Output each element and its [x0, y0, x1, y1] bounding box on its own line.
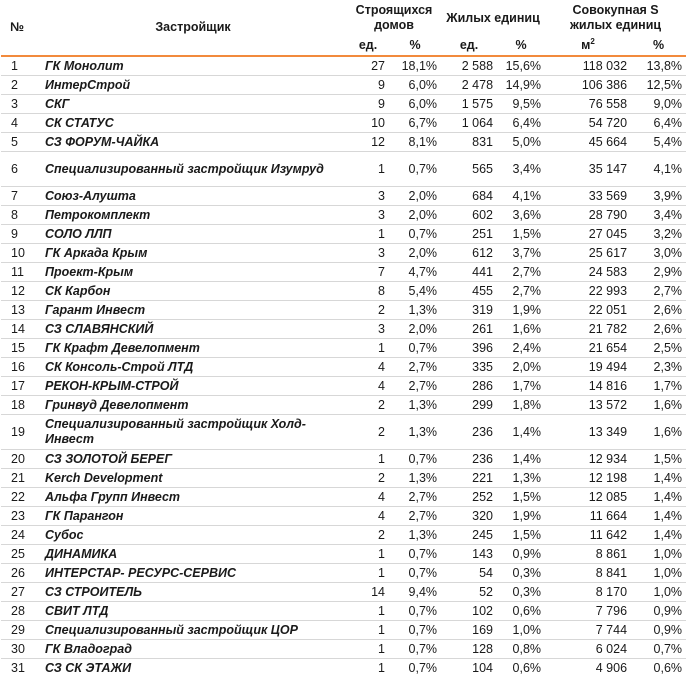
houses-count: 1 — [347, 659, 389, 677]
table-row — [1, 488, 686, 507]
units-pct: 6,4% — [497, 114, 545, 133]
houses-pct: 0,7% — [389, 621, 441, 640]
developer-name: Гринвуд Девелопмент — [39, 396, 347, 415]
units-pct: 0,3% — [497, 583, 545, 602]
row-number: 6 — [1, 152, 39, 187]
table-row — [1, 507, 686, 526]
area-pct: 6,4% — [631, 114, 686, 133]
table-header — [1, 0, 686, 56]
header-num: № — [1, 0, 39, 56]
row-number: 10 — [1, 244, 39, 263]
area-m2: 8 861 — [545, 545, 631, 564]
houses-pct: 0,7% — [389, 659, 441, 677]
units-count: 1 575 — [441, 95, 497, 114]
units-pct: 1,9% — [497, 507, 545, 526]
units-pct: 3,7% — [497, 244, 545, 263]
row-number: 16 — [1, 358, 39, 377]
houses-pct: 0,7% — [389, 450, 441, 469]
row-number: 9 — [1, 225, 39, 244]
developer-name: ИнтерСтрой — [39, 76, 347, 95]
area-pct: 2,6% — [631, 301, 686, 320]
row-number: 29 — [1, 621, 39, 640]
units-pct: 1,6% — [497, 320, 545, 339]
row-number: 31 — [1, 659, 39, 677]
table-row — [1, 225, 686, 244]
row-number: 19 — [1, 415, 39, 450]
table-body — [1, 56, 686, 677]
houses-pct: 8,1% — [389, 133, 441, 152]
developer-name: Специализированный застройщик Холд-Инвест — [39, 415, 347, 450]
row-number: 2 — [1, 76, 39, 95]
table-row — [1, 133, 686, 152]
houses-pct: 2,7% — [389, 377, 441, 396]
row-number: 18 — [1, 396, 39, 415]
area-pct: 2,6% — [631, 320, 686, 339]
developer-name: ДИНАМИКА — [39, 545, 347, 564]
units-count: 221 — [441, 469, 497, 488]
table-row — [1, 526, 686, 545]
units-count: 2 588 — [441, 56, 497, 76]
houses-count: 2 — [347, 301, 389, 320]
units-count: 261 — [441, 320, 497, 339]
units-count: 335 — [441, 358, 497, 377]
area-pct: 1,5% — [631, 450, 686, 469]
area-pct: 1,4% — [631, 488, 686, 507]
row-number: 13 — [1, 301, 39, 320]
table-row — [1, 469, 686, 488]
row-number: 20 — [1, 450, 39, 469]
units-count: 319 — [441, 301, 497, 320]
houses-count: 2 — [347, 526, 389, 545]
developer-name: Петрокомплект — [39, 206, 347, 225]
subheader-houses-pct: % — [389, 36, 441, 56]
area-pct: 0,9% — [631, 602, 686, 621]
houses-pct: 18,1% — [389, 56, 441, 76]
table-row — [1, 339, 686, 358]
header-houses-group: Строящихся домов — [347, 0, 441, 36]
area-m2: 7 744 — [545, 621, 631, 640]
units-count: 169 — [441, 621, 497, 640]
units-pct: 1,5% — [497, 488, 545, 507]
units-count: 320 — [441, 507, 497, 526]
row-number: 4 — [1, 114, 39, 133]
row-number: 24 — [1, 526, 39, 545]
houses-pct: 0,7% — [389, 225, 441, 244]
units-count: 612 — [441, 244, 497, 263]
units-pct: 1,8% — [497, 396, 545, 415]
table-row — [1, 76, 686, 95]
developer-name: СЗ СЛАВЯНСКИЙ — [39, 320, 347, 339]
houses-count: 12 — [347, 133, 389, 152]
table-row — [1, 545, 686, 564]
houses-pct: 1,3% — [389, 469, 441, 488]
units-pct: 1,3% — [497, 469, 545, 488]
houses-count: 7 — [347, 263, 389, 282]
units-pct: 0,9% — [497, 545, 545, 564]
area-m2: 7 796 — [545, 602, 631, 621]
row-number: 30 — [1, 640, 39, 659]
subheader-area-sup: 2 — [590, 37, 594, 46]
houses-count: 3 — [347, 320, 389, 339]
area-m2: 14 816 — [545, 377, 631, 396]
houses-pct: 1,3% — [389, 301, 441, 320]
developer-name: ИНТЕРСТАР- РЕСУРС-СЕРВИС — [39, 564, 347, 583]
table-row — [1, 358, 686, 377]
area-pct: 1,0% — [631, 545, 686, 564]
houses-count: 4 — [347, 507, 389, 526]
table-row — [1, 659, 686, 677]
units-pct: 1,5% — [497, 225, 545, 244]
units-pct: 15,6% — [497, 56, 545, 76]
houses-pct: 0,7% — [389, 339, 441, 358]
developer-name: Альфа Групп Инвест — [39, 488, 347, 507]
houses-pct: 6,0% — [389, 95, 441, 114]
units-pct: 3,4% — [497, 152, 545, 187]
houses-count: 14 — [347, 583, 389, 602]
units-count: 565 — [441, 152, 497, 187]
houses-count: 2 — [347, 469, 389, 488]
area-m2: 4 906 — [545, 659, 631, 677]
developer-name: Специализированный застройщик Изумруд — [39, 152, 347, 187]
units-count: 52 — [441, 583, 497, 602]
units-count: 236 — [441, 450, 497, 469]
houses-count: 1 — [347, 564, 389, 583]
row-number: 23 — [1, 507, 39, 526]
houses-count: 1 — [347, 602, 389, 621]
row-number: 27 — [1, 583, 39, 602]
houses-pct: 2,0% — [389, 187, 441, 206]
area-pct: 1,6% — [631, 396, 686, 415]
houses-pct: 4,7% — [389, 263, 441, 282]
units-pct: 0,6% — [497, 602, 545, 621]
houses-count: 1 — [347, 640, 389, 659]
table-row — [1, 187, 686, 206]
area-m2: 22 051 — [545, 301, 631, 320]
subheader-houses-ed: ед. — [347, 36, 389, 56]
area-m2: 11 664 — [545, 507, 631, 526]
developer-name: СВИТ ЛТД — [39, 602, 347, 621]
developer-name: ГК Аркада Крым — [39, 244, 347, 263]
developer-name: Kerch Development — [39, 469, 347, 488]
units-count: 252 — [441, 488, 497, 507]
area-pct: 1,4% — [631, 507, 686, 526]
houses-pct: 0,7% — [389, 152, 441, 187]
units-count: 2 478 — [441, 76, 497, 95]
houses-pct: 2,0% — [389, 244, 441, 263]
table-row — [1, 152, 686, 187]
developer-name: ГК Владоград — [39, 640, 347, 659]
table-row — [1, 564, 686, 583]
units-count: 251 — [441, 225, 497, 244]
houses-count: 4 — [347, 358, 389, 377]
houses-pct: 5,4% — [389, 282, 441, 301]
houses-count: 1 — [347, 621, 389, 640]
units-count: 441 — [441, 263, 497, 282]
units-count: 286 — [441, 377, 497, 396]
area-m2: 13 572 — [545, 396, 631, 415]
area-m2: 24 583 — [545, 263, 631, 282]
row-number: 12 — [1, 282, 39, 301]
units-pct: 5,0% — [497, 133, 545, 152]
houses-pct: 0,7% — [389, 640, 441, 659]
row-number: 8 — [1, 206, 39, 225]
developer-name: СОЛО ЛЛП — [39, 225, 347, 244]
units-pct: 2,4% — [497, 339, 545, 358]
header-area-group — [545, 0, 686, 36]
units-count: 455 — [441, 282, 497, 301]
units-count: 299 — [441, 396, 497, 415]
table-row — [1, 282, 686, 301]
row-number: 1 — [1, 56, 39, 76]
houses-count: 3 — [347, 244, 389, 263]
subheader-units-ed: ед. — [441, 36, 497, 56]
houses-pct: 0,7% — [389, 564, 441, 583]
table-row — [1, 450, 686, 469]
area-pct: 3,9% — [631, 187, 686, 206]
row-number: 5 — [1, 133, 39, 152]
row-number: 28 — [1, 602, 39, 621]
houses-count: 1 — [347, 450, 389, 469]
units-pct: 1,7% — [497, 377, 545, 396]
units-count: 236 — [441, 415, 497, 450]
units-count: 831 — [441, 133, 497, 152]
units-pct: 0,3% — [497, 564, 545, 583]
table-row — [1, 320, 686, 339]
houses-count: 1 — [347, 339, 389, 358]
houses-pct: 0,7% — [389, 602, 441, 621]
units-pct: 1,0% — [497, 621, 545, 640]
developer-name: ГК Крафт Девелопмент — [39, 339, 347, 358]
area-pct: 3,2% — [631, 225, 686, 244]
houses-count: 9 — [347, 95, 389, 114]
area-m2: 54 720 — [545, 114, 631, 133]
developer-name: СЗ ЗОЛОТОЙ БЕРЕГ — [39, 450, 347, 469]
houses-count: 1 — [347, 545, 389, 564]
area-pct: 0,7% — [631, 640, 686, 659]
row-number: 22 — [1, 488, 39, 507]
row-number: 21 — [1, 469, 39, 488]
row-number: 11 — [1, 263, 39, 282]
houses-count: 2 — [347, 415, 389, 450]
developer-name: Гарант Инвест — [39, 301, 347, 320]
houses-pct: 1,3% — [389, 415, 441, 450]
units-count: 54 — [441, 564, 497, 583]
developer-name: Проект-Крым — [39, 263, 347, 282]
area-pct: 5,4% — [631, 133, 686, 152]
developer-name: СКГ — [39, 95, 347, 114]
row-number: 15 — [1, 339, 39, 358]
area-m2: 12 934 — [545, 450, 631, 469]
header-area-line1: Совокупная S — [572, 3, 658, 17]
houses-count: 9 — [347, 76, 389, 95]
developer-name: СК Карбон — [39, 282, 347, 301]
area-m2: 12 085 — [545, 488, 631, 507]
table-row — [1, 640, 686, 659]
table-row — [1, 602, 686, 621]
header-area-line2: жилых единиц — [570, 18, 661, 32]
area-m2: 8 841 — [545, 564, 631, 583]
units-count: 602 — [441, 206, 497, 225]
units-count: 684 — [441, 187, 497, 206]
houses-count: 1 — [347, 225, 389, 244]
area-m2: 13 349 — [545, 415, 631, 450]
header-developer: Застройщик — [39, 0, 347, 56]
units-pct: 1,4% — [497, 450, 545, 469]
area-pct: 1,0% — [631, 564, 686, 583]
developer-name: СК Консоль-Строй ЛТД — [39, 358, 347, 377]
houses-count: 1 — [347, 152, 389, 187]
units-count: 104 — [441, 659, 497, 677]
houses-pct: 1,3% — [389, 526, 441, 545]
houses-pct: 6,0% — [389, 76, 441, 95]
table-row — [1, 621, 686, 640]
units-pct: 2,7% — [497, 282, 545, 301]
units-count: 102 — [441, 602, 497, 621]
houses-pct: 2,0% — [389, 206, 441, 225]
developers-table — [1, 0, 686, 677]
units-pct: 9,5% — [497, 95, 545, 114]
houses-pct: 2,0% — [389, 320, 441, 339]
units-pct: 2,7% — [497, 263, 545, 282]
units-pct: 3,6% — [497, 206, 545, 225]
houses-pct: 9,4% — [389, 583, 441, 602]
table-row — [1, 114, 686, 133]
houses-pct: 2,7% — [389, 488, 441, 507]
houses-count: 8 — [347, 282, 389, 301]
houses-count: 3 — [347, 187, 389, 206]
houses-pct: 1,3% — [389, 396, 441, 415]
units-pct: 14,9% — [497, 76, 545, 95]
area-m2: 8 170 — [545, 583, 631, 602]
area-m2: 35 147 — [545, 152, 631, 187]
developer-name: Субос — [39, 526, 347, 545]
area-m2: 118 032 — [545, 56, 631, 76]
area-pct: 1,0% — [631, 583, 686, 602]
table-row — [1, 263, 686, 282]
houses-pct: 2,7% — [389, 507, 441, 526]
area-pct: 9,0% — [631, 95, 686, 114]
table-row — [1, 244, 686, 263]
developer-name: Союз-Алушта — [39, 187, 347, 206]
subheader-units-pct: % — [497, 36, 545, 56]
table-row — [1, 206, 686, 225]
area-pct: 4,1% — [631, 152, 686, 187]
developer-name: ГК Парангон — [39, 507, 347, 526]
units-pct: 1,9% — [497, 301, 545, 320]
houses-count: 27 — [347, 56, 389, 76]
area-pct: 2,7% — [631, 282, 686, 301]
units-count: 245 — [441, 526, 497, 545]
houses-count: 4 — [347, 377, 389, 396]
subheader-area-pct: % — [631, 36, 686, 56]
area-m2: 28 790 — [545, 206, 631, 225]
developer-name: СЗ ФОРУМ-ЧАЙКА — [39, 133, 347, 152]
area-m2: 21 654 — [545, 339, 631, 358]
header-units-group: Жилых единиц — [441, 0, 545, 36]
units-count: 128 — [441, 640, 497, 659]
area-m2: 45 664 — [545, 133, 631, 152]
units-pct: 0,8% — [497, 640, 545, 659]
area-m2: 6 024 — [545, 640, 631, 659]
area-pct: 3,0% — [631, 244, 686, 263]
table-row — [1, 301, 686, 320]
row-number: 26 — [1, 564, 39, 583]
row-number: 14 — [1, 320, 39, 339]
table-row — [1, 396, 686, 415]
area-pct: 2,3% — [631, 358, 686, 377]
units-pct: 1,5% — [497, 526, 545, 545]
row-number: 17 — [1, 377, 39, 396]
area-pct: 1,4% — [631, 526, 686, 545]
developer-name: СК СТАТУС — [39, 114, 347, 133]
houses-count: 10 — [347, 114, 389, 133]
area-pct: 1,7% — [631, 377, 686, 396]
area-pct: 13,8% — [631, 56, 686, 76]
area-pct: 2,9% — [631, 263, 686, 282]
table-row — [1, 56, 686, 76]
houses-pct: 6,7% — [389, 114, 441, 133]
houses-count: 2 — [347, 396, 389, 415]
units-pct: 2,0% — [497, 358, 545, 377]
row-number: 3 — [1, 95, 39, 114]
units-pct: 4,1% — [497, 187, 545, 206]
area-m2: 12 198 — [545, 469, 631, 488]
area-m2: 21 782 — [545, 320, 631, 339]
table-row — [1, 95, 686, 114]
area-m2: 27 045 — [545, 225, 631, 244]
developer-name: ГК Монолит — [39, 56, 347, 76]
developer-name: СЗ СК ЭТАЖИ — [39, 659, 347, 677]
area-pct: 12,5% — [631, 76, 686, 95]
table-row — [1, 583, 686, 602]
subheader-area-m: м — [581, 38, 590, 52]
area-m2: 33 569 — [545, 187, 631, 206]
area-pct: 3,4% — [631, 206, 686, 225]
area-pct: 1,4% — [631, 469, 686, 488]
houses-pct: 2,7% — [389, 358, 441, 377]
row-number: 25 — [1, 545, 39, 564]
area-m2: 106 386 — [545, 76, 631, 95]
developer-name: РЕКОН-КРЫМ-СТРОЙ — [39, 377, 347, 396]
table-row — [1, 377, 686, 396]
area-m2: 25 617 — [545, 244, 631, 263]
area-m2: 19 494 — [545, 358, 631, 377]
row-number: 7 — [1, 187, 39, 206]
houses-count: 4 — [347, 488, 389, 507]
subheader-area-m2 — [545, 36, 631, 56]
houses-pct: 0,7% — [389, 545, 441, 564]
area-m2: 76 558 — [545, 95, 631, 114]
developer-name: СЗ СТРОИТЕЛЬ — [39, 583, 347, 602]
area-pct: 0,9% — [631, 621, 686, 640]
units-count: 1 064 — [441, 114, 497, 133]
area-m2: 11 642 — [545, 526, 631, 545]
units-pct: 0,6% — [497, 659, 545, 677]
area-pct: 1,6% — [631, 415, 686, 450]
area-m2: 22 993 — [545, 282, 631, 301]
units-pct: 1,4% — [497, 415, 545, 450]
units-count: 143 — [441, 545, 497, 564]
houses-count: 3 — [347, 206, 389, 225]
table-row — [1, 415, 686, 450]
area-pct: 0,6% — [631, 659, 686, 677]
area-pct: 2,5% — [631, 339, 686, 358]
developer-name: Специализированный застройщик ЦОР — [39, 621, 347, 640]
units-count: 396 — [441, 339, 497, 358]
